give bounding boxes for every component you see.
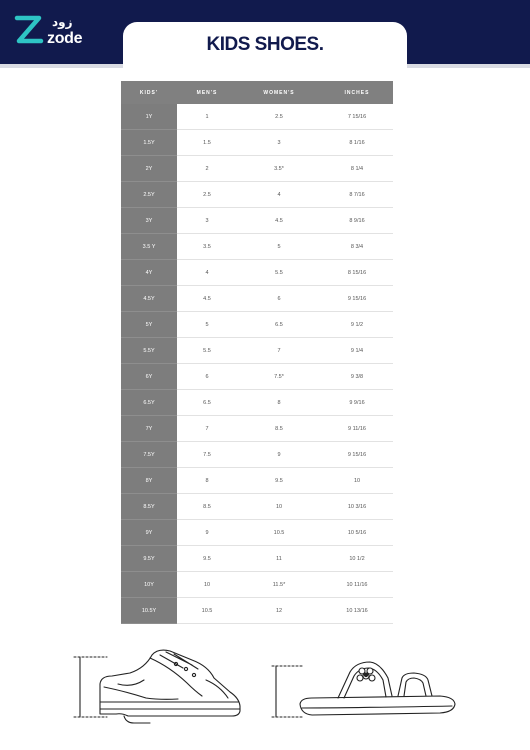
- table-row: [121, 104, 393, 130]
- table-row: [121, 390, 393, 416]
- inches-cell: 8 3/4: [321, 234, 393, 260]
- inches-cell: 9 9/16: [321, 390, 393, 416]
- womens-size-cell: 5: [237, 234, 321, 260]
- inches-cell: 10 1/2: [321, 546, 393, 572]
- womens-size-cell: 3: [237, 130, 321, 156]
- kids-size-cell: 1.5Y: [121, 130, 177, 156]
- mens-size-cell: 2: [177, 156, 237, 182]
- table-row: [121, 338, 393, 364]
- table-row: [121, 130, 393, 156]
- table-row: [121, 312, 393, 338]
- inches-cell: 9 15/16: [321, 286, 393, 312]
- inches-cell: 9 3/8: [321, 364, 393, 390]
- womens-size-cell: 7: [237, 338, 321, 364]
- womens-size-cell: 4: [237, 182, 321, 208]
- womens-size-cell: 3.5*: [237, 156, 321, 182]
- table-row: [121, 260, 393, 286]
- kids-size-cell: 8Y: [121, 468, 177, 494]
- mens-size-cell: 6: [177, 364, 237, 390]
- mens-size-cell: 2.5: [177, 182, 237, 208]
- kids-size-cell: 1Y: [121, 104, 177, 130]
- womens-size-cell: 6: [237, 286, 321, 312]
- womens-size-cell: 11.5*: [237, 572, 321, 598]
- table-row: [121, 416, 393, 442]
- inches-cell: 8 1/16: [321, 130, 393, 156]
- mens-size-cell: 5: [177, 312, 237, 338]
- kids-size-cell: 2Y: [121, 156, 177, 182]
- inches-cell: 10 13/16: [321, 598, 393, 624]
- table-row: [121, 598, 393, 624]
- inches-cell: 8 7/16: [321, 182, 393, 208]
- kids-size-cell: 9Y: [121, 520, 177, 546]
- column-header: WOMEN'S: [237, 81, 321, 104]
- kids-size-cell: 5.5Y: [121, 338, 177, 364]
- table-row: [121, 208, 393, 234]
- inches-cell: 7 15/16: [321, 104, 393, 130]
- mens-size-cell: 3: [177, 208, 237, 234]
- mens-size-cell: 6.5: [177, 390, 237, 416]
- womens-size-cell: 6.5: [237, 312, 321, 338]
- table-row: [121, 182, 393, 208]
- womens-size-cell: 12: [237, 598, 321, 624]
- mens-size-cell: 8.5: [177, 494, 237, 520]
- zode-logo-icon: [14, 14, 44, 46]
- inches-cell: 10: [321, 468, 393, 494]
- sandal-icon: [272, 662, 455, 717]
- kids-size-cell: 9.5Y: [121, 546, 177, 572]
- mens-size-cell: 7.5: [177, 442, 237, 468]
- kids-size-cell: 8.5Y: [121, 494, 177, 520]
- inches-cell: 9 11/16: [321, 416, 393, 442]
- brand-arabic: زود: [52, 15, 73, 29]
- mens-size-cell: 4: [177, 260, 237, 286]
- womens-size-cell: 10.5: [237, 520, 321, 546]
- inches-cell: 8 1/4: [321, 156, 393, 182]
- womens-size-cell: 7.5*: [237, 364, 321, 390]
- kids-size-cell: 7.5Y: [121, 442, 177, 468]
- kids-size-cell: 6.5Y: [121, 390, 177, 416]
- mens-size-cell: 1: [177, 104, 237, 130]
- womens-size-cell: 9: [237, 442, 321, 468]
- table-row: [121, 520, 393, 546]
- size-chart-table: [121, 81, 393, 624]
- brand-name: zode: [47, 30, 83, 47]
- womens-size-cell: 2.5: [237, 104, 321, 130]
- kids-size-cell: 2.5Y: [121, 182, 177, 208]
- mens-size-cell: 9: [177, 520, 237, 546]
- inches-cell: 8 9/16: [321, 208, 393, 234]
- kids-size-cell: 4.5Y: [121, 286, 177, 312]
- kids-size-cell: 3Y: [121, 208, 177, 234]
- kids-size-cell: 5Y: [121, 312, 177, 338]
- table-row: [121, 442, 393, 468]
- inches-cell: 9 15/16: [321, 442, 393, 468]
- womens-size-cell: 8.5: [237, 416, 321, 442]
- table-row: [121, 156, 393, 182]
- inches-cell: 9 1/2: [321, 312, 393, 338]
- title-tab: [123, 22, 407, 68]
- inches-cell: 9 1/4: [321, 338, 393, 364]
- table-row: [121, 286, 393, 312]
- mens-size-cell: 10: [177, 572, 237, 598]
- inches-cell: 10 11/16: [321, 572, 393, 598]
- womens-size-cell: 10: [237, 494, 321, 520]
- mens-size-cell: 10.5: [177, 598, 237, 624]
- womens-size-cell: 5.5: [237, 260, 321, 286]
- inches-cell: 10 3/16: [321, 494, 393, 520]
- mens-size-cell: 8: [177, 468, 237, 494]
- inches-cell: 10 5/16: [321, 520, 393, 546]
- column-header: KIDS': [121, 81, 177, 104]
- mens-size-cell: 5.5: [177, 338, 237, 364]
- mens-size-cell: 7: [177, 416, 237, 442]
- table-row: [121, 468, 393, 494]
- table-body: [121, 104, 393, 624]
- inches-cell: 8 15/16: [321, 260, 393, 286]
- kids-size-cell: 3.5 Y: [121, 234, 177, 260]
- brand-logo: [14, 14, 84, 50]
- table-row: [121, 546, 393, 572]
- page-title: KIDS SHOES.: [206, 34, 324, 55]
- kids-size-cell: 4Y: [121, 260, 177, 286]
- table-row: [121, 494, 393, 520]
- table-row: [121, 234, 393, 260]
- kids-size-cell: 6Y: [121, 364, 177, 390]
- mens-size-cell: 3.5: [177, 234, 237, 260]
- shoe-illustrations: [0, 640, 530, 750]
- table-row: [121, 572, 393, 598]
- table-row: [121, 364, 393, 390]
- mens-size-cell: 9.5: [177, 546, 237, 572]
- column-header: MEN'S: [177, 81, 237, 104]
- womens-size-cell: 4.5: [237, 208, 321, 234]
- mens-size-cell: 1.5: [177, 130, 237, 156]
- womens-size-cell: 11: [237, 546, 321, 572]
- kids-size-cell: 10Y: [121, 572, 177, 598]
- womens-size-cell: 9.5: [237, 468, 321, 494]
- kids-size-cell: 7Y: [121, 416, 177, 442]
- sneaker-icon: [74, 650, 240, 723]
- mens-size-cell: 4.5: [177, 286, 237, 312]
- womens-size-cell: 8: [237, 390, 321, 416]
- table-header-row: [121, 81, 393, 104]
- kids-size-cell: 10.5Y: [121, 598, 177, 624]
- column-header: INCHES: [321, 81, 393, 104]
